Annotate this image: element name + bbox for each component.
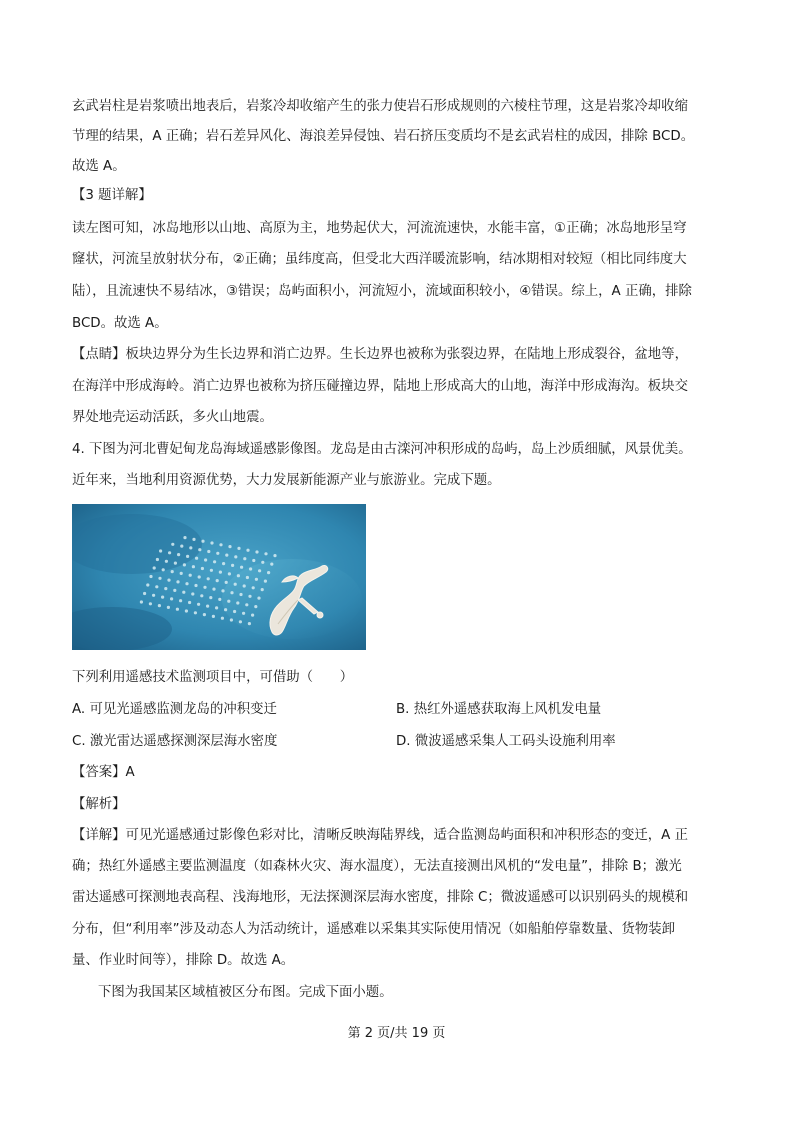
- option-d: D. 微波遥感采集人工码头设施利用率: [396, 734, 616, 749]
- wind-turbine-dot: [225, 554, 228, 557]
- wind-turbine-dot: [191, 592, 194, 595]
- question-text: 下列利用遥感技术监测项目中，可借助（ ）: [72, 670, 354, 685]
- wind-turbine-dot: [216, 552, 219, 555]
- wind-turbine-dot: [173, 589, 176, 592]
- text-line: 窿状，河流呈放射状分布，②正确；虽纬度高，但受北大西洋暖流影响，结冰期相对较短（相比同纬度大: [72, 252, 687, 267]
- wind-turbine-dot: [273, 554, 276, 557]
- wind-turbine-dot: [182, 591, 185, 594]
- wind-turbine-dot: [194, 611, 197, 614]
- wind-turbine-dot: [143, 592, 146, 595]
- text-line: BCD。故选 A。: [72, 316, 168, 331]
- wind-turbine-dot: [236, 601, 239, 604]
- wind-turbine-dot: [243, 557, 246, 560]
- wind-turbine-dot: [155, 585, 158, 588]
- option-b: B. 热红外遥感获取海上风机发电量: [396, 702, 602, 717]
- wind-turbine-dot: [254, 605, 257, 608]
- text-line: 在海洋中形成海岭。消亡边界也被称为挤压碰撞边界，陆地上形成高大的山地，海洋中形成海沟。板块交: [72, 379, 688, 394]
- wind-turbine-dot: [156, 558, 159, 561]
- question-stem: 近年来，当地利用资源优势，大力发展新能源产业与旅游业。完成下题。: [72, 473, 501, 488]
- wind-turbine-dot: [192, 538, 195, 541]
- wind-turbine-dot: [159, 549, 162, 552]
- wind-turbine-dot: [158, 604, 161, 607]
- page-number: 第 2 页/共 19 页: [347, 1026, 446, 1041]
- wind-turbine-dot: [200, 594, 203, 597]
- wind-turbine-dot: [168, 551, 171, 554]
- wind-turbine-dot: [257, 597, 260, 600]
- wind-turbine-dot: [167, 579, 170, 582]
- wind-turbine-dot: [246, 549, 249, 552]
- wind-turbine-dot: [185, 609, 188, 612]
- wind-turbine-dot: [243, 584, 246, 587]
- wind-turbine-dot: [239, 620, 242, 623]
- wind-turbine-dot: [195, 557, 198, 560]
- wind-turbine-dot: [188, 601, 191, 604]
- wind-turbine-dot: [189, 574, 192, 577]
- wind-turbine-dot: [149, 602, 152, 605]
- wind-turbine-dot: [224, 608, 227, 611]
- text-line: 确；热红外遥感主要监测温度（如森林火灾、海水温度），无法直接测出风机的“发电量”，排除 B；激光: [72, 859, 682, 874]
- wind-turbine-dot: [237, 547, 240, 550]
- wind-turbine-dot: [153, 566, 156, 569]
- wind-turbine-dot: [228, 572, 231, 575]
- wind-turbine-dot: [231, 564, 234, 567]
- wind-turbine-dot: [210, 541, 213, 544]
- wind-turbine-dot: [227, 600, 230, 603]
- wind-turbine-dot: [192, 565, 195, 568]
- wind-turbine-dot: [140, 600, 143, 603]
- remote-sensing-image: [72, 504, 366, 650]
- wind-turbine-dot: [233, 610, 236, 613]
- wind-turbine-dot: [212, 615, 215, 618]
- wind-turbine-dot: [225, 581, 228, 584]
- wind-turbine-dot: [240, 566, 243, 569]
- wind-turbine-dot: [197, 603, 200, 606]
- wind-turbine-dot: [177, 553, 180, 556]
- wind-turbine-dot: [228, 545, 231, 548]
- wind-turbine-dot: [239, 593, 242, 596]
- wind-turbine-dot: [167, 606, 170, 609]
- wind-turbine-dot: [218, 598, 221, 601]
- text-line: 陆），且流速快不易结冰，③错误；岛屿面积小，河流短小，流域面积较小，④错误。综上，A 正确，排除: [72, 284, 692, 299]
- wind-turbine-dot: [201, 567, 204, 570]
- text-line: 雷达遥感可探测地表高程、浅海地形，无法探测深层海水密度，排除 C；微波遥感可以识别码头的规模和: [72, 890, 689, 905]
- wind-turbine-dot: [201, 540, 204, 543]
- wind-turbine-dot: [230, 618, 233, 621]
- wind-turbine-dot: [210, 569, 213, 572]
- wind-turbine-dot: [248, 595, 251, 598]
- wind-turbine-dot: [216, 579, 219, 582]
- wind-turbine-dot: [230, 591, 233, 594]
- wind-turbine-dot: [264, 552, 267, 555]
- text-line: 分布，但“利用率”涉及动态人为活动统计，遥感难以采集其实际使用情况（如船舶停靠数量、货物装卸: [72, 922, 676, 937]
- wind-turbine-dot: [267, 571, 270, 574]
- wind-turbine-dot: [258, 569, 261, 572]
- text-line: 节理的结果，A 正确；岩石差异风化、海浪差异侵蚀、岩石挤压变质均不是玄武岩柱的成因，排除 BCD。: [72, 129, 695, 144]
- wind-turbine-dot: [171, 570, 174, 573]
- wind-turbine-dot: [161, 596, 164, 599]
- wind-turbine-dot: [174, 562, 177, 565]
- wind-turbine-dot: [222, 562, 225, 565]
- section-heading: 【3 题详解】: [72, 188, 152, 203]
- option-c: C. 激光雷达遥感探测深层海水密度: [72, 734, 278, 749]
- wind-turbine-dot: [215, 606, 218, 609]
- wind-turbine-dot: [171, 543, 174, 546]
- wind-turbine-dot: [165, 560, 168, 563]
- wind-turbine-dot: [203, 613, 206, 616]
- wind-turbine-dot: [204, 558, 207, 561]
- text-line: 界处地壳运动活跃，多火山地震。: [72, 410, 273, 425]
- wind-turbine-dot: [221, 617, 224, 620]
- wind-turbine-dot: [252, 586, 255, 589]
- wind-turbine-dot: [179, 599, 182, 602]
- wind-turbine-dot: [207, 577, 210, 580]
- wind-turbine-dot: [207, 550, 210, 553]
- wind-turbine-dot: [252, 559, 255, 562]
- wind-turbine-dot: [180, 572, 183, 575]
- text-line: 【详解】可见光遥感通过影像色彩对比，清晰反映海陆界线，适合监测岛屿面积和冲积形态的变迁，A 正: [72, 828, 688, 843]
- option-a: A. 可见光遥感监测龙岛的冲积变迁: [72, 702, 277, 717]
- wind-turbine-dot: [146, 583, 149, 586]
- wind-turbine-dot: [212, 588, 215, 591]
- wind-turbine-dot: [234, 555, 237, 558]
- wind-turbine-dot: [183, 563, 186, 566]
- wind-turbine-dot: [261, 588, 264, 591]
- wind-turbine-dot: [158, 577, 161, 580]
- wind-turbine-dot: [209, 596, 212, 599]
- wind-turbine-dot: [213, 560, 216, 563]
- question-stem: 4. 下图为河北曹妃甸龙岛海域遥感影像图。龙岛是由古滦河冲积形成的岛屿，岛上沙质细腻，风景优美。: [72, 442, 692, 457]
- wind-turbine-dot: [186, 555, 189, 558]
- wind-turbine-dot: [185, 582, 188, 585]
- wind-turbine-dot: [194, 584, 197, 587]
- wind-turbine-dot: [176, 580, 179, 583]
- wind-turbine-dot: [170, 597, 173, 600]
- wind-turbine-dot: [189, 546, 192, 549]
- wind-turbine-dot: [183, 536, 186, 539]
- wind-turbine-dot: [176, 608, 179, 611]
- wind-turbine-dot: [221, 589, 224, 592]
- wind-turbine-dot: [164, 587, 167, 590]
- text-line: 读左图可知，冰岛地形以山地、高原为主，地势起伏大，河流流速快，水能丰富，①正确；冰岛地形呈穹: [72, 221, 687, 236]
- next-question-intro: 下图为我国某区域植被区分布图。完成下面小题。: [98, 985, 393, 1000]
- wind-turbine-dot: [261, 561, 264, 564]
- text-line: 量、作业时间等），排除 D。故选 A。: [72, 953, 295, 968]
- wind-turbine-dot: [149, 575, 152, 578]
- text-line: 【点睛】板块边界分为生长边界和消亡边界。生长边界也被称为张裂边界，在陆地上形成裂谷，盆地等，: [72, 347, 688, 362]
- analysis-label: 【解析】: [72, 797, 126, 812]
- wind-turbine-dot: [219, 543, 222, 546]
- wind-turbine-dot: [251, 614, 254, 617]
- wind-turbine-dot: [255, 550, 258, 553]
- wind-turbine-dot: [264, 580, 267, 583]
- wind-turbine-dot: [246, 576, 249, 579]
- wind-turbine-dot: [245, 603, 248, 606]
- wind-turbine-dot: [242, 612, 245, 615]
- wind-turbine-dot: [198, 548, 201, 551]
- wind-turbine-dot: [198, 575, 201, 578]
- text-line: 玄武岩柱是岩浆喷出地表后，岩浆冷却收缩产生的张力使岩石形成规则的六棱柱节理，这是岩浆冷却收缩: [72, 99, 688, 114]
- wind-turbine-dot: [219, 571, 222, 574]
- wind-turbine-dot: [237, 574, 240, 577]
- wind-turbine-dot: [206, 605, 209, 608]
- wind-turbine-dot: [234, 583, 237, 586]
- answer-label: 【答案】A: [72, 765, 135, 780]
- wind-turbine-dot: [255, 578, 258, 581]
- wind-turbine-dot: [162, 568, 165, 571]
- wind-turbine-dot: [180, 545, 183, 548]
- wind-turbine-dot: [249, 567, 252, 570]
- wind-turbine-dot: [248, 622, 251, 625]
- wind-turbine-dot: [152, 594, 155, 597]
- wind-turbine-dot: [270, 563, 273, 566]
- text-line: 故选 A。: [72, 159, 126, 174]
- wind-turbine-dot: [203, 586, 206, 589]
